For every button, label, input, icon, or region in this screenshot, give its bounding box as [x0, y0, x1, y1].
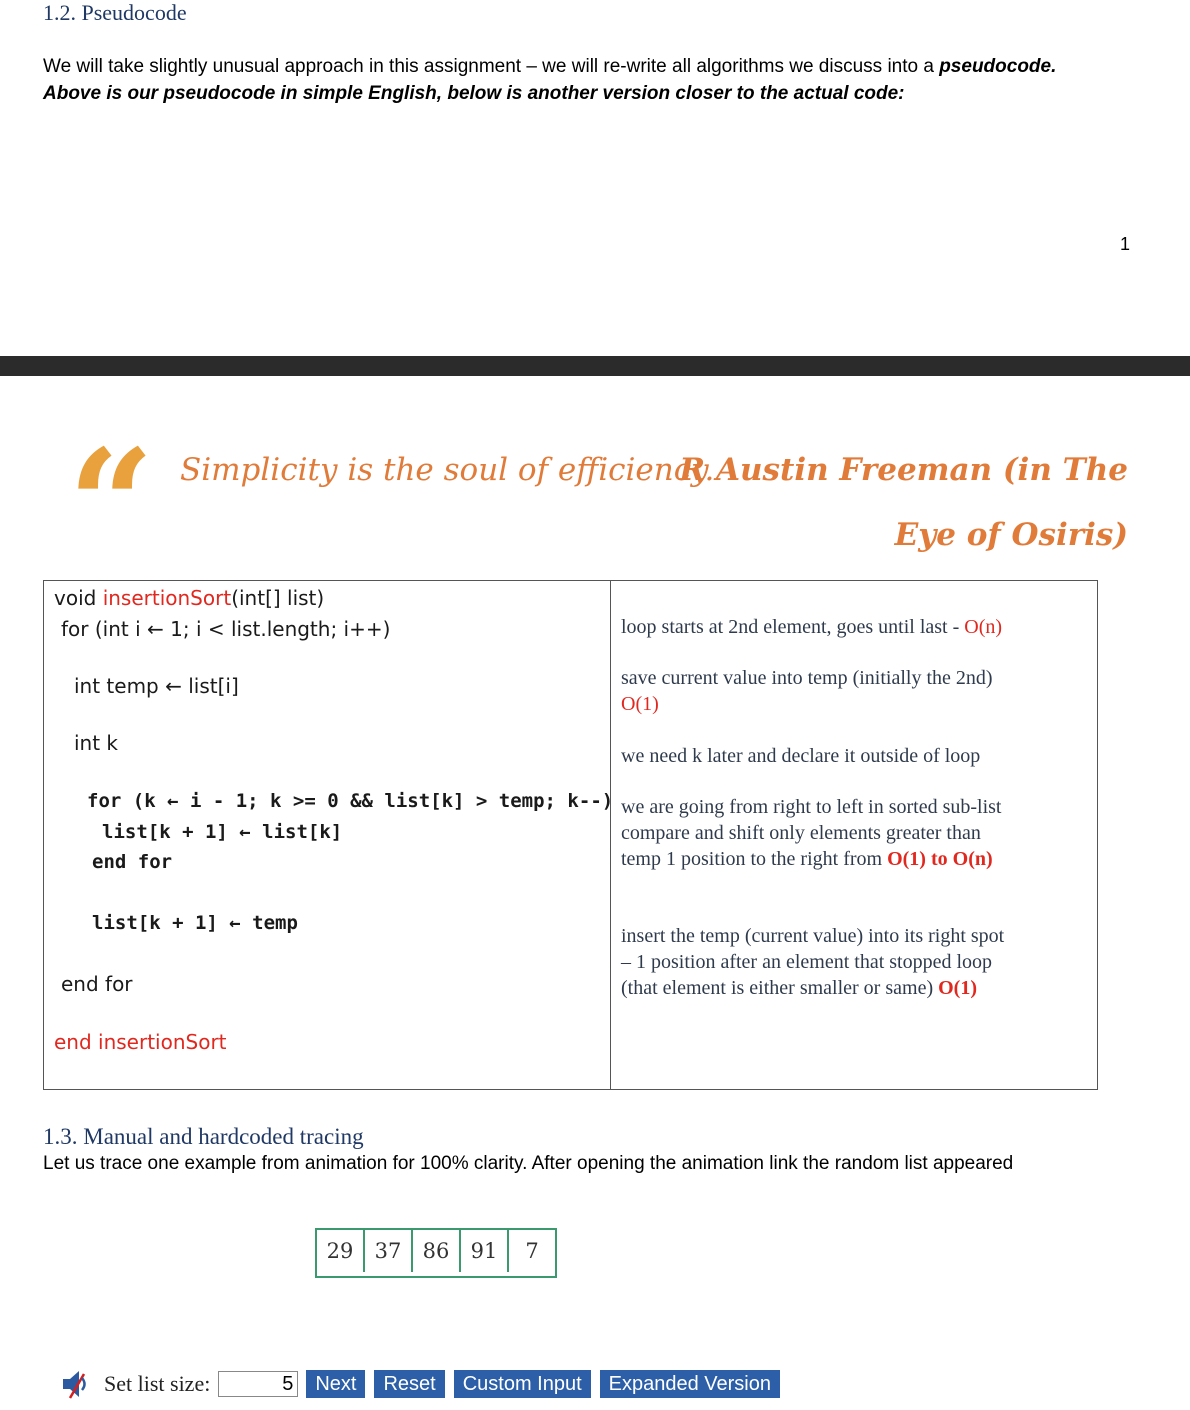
- complexity-label: O(1) to O(n): [887, 848, 993, 870]
- note-text: save current value into temp (initially the 2nd): [621, 667, 993, 689]
- code-params: (int[] list): [231, 586, 325, 610]
- code-line-outer-end: end for: [61, 972, 133, 996]
- next-button[interactable]: Next: [306, 1370, 365, 1398]
- note-text: temp 1 position to the right from: [621, 848, 888, 870]
- notes-column: [611, 581, 1097, 1089]
- custom-input-button[interactable]: Custom Input: [454, 1370, 591, 1398]
- quote-author-line1: R Austin Freeman (in The: [679, 452, 1128, 488]
- page-divider: [0, 356, 1190, 376]
- complexity-label: O(n): [964, 616, 1003, 638]
- code-column: [44, 581, 614, 1089]
- array-cell: 7: [525, 1239, 539, 1263]
- note-inner-loop: [621, 794, 1091, 872]
- note-k: we need k later and declare it outside of loop: [621, 745, 981, 767]
- code-line-k: int k: [74, 731, 119, 755]
- intro-paragraph: [43, 53, 1153, 107]
- intro-line2: Above is our pseudocode in simple English, below is another version closer to the actual code:: [43, 83, 905, 104]
- note-temp: [621, 665, 1091, 717]
- code-line-insert: list[k + 1] ← temp: [92, 912, 298, 934]
- array-cell: 86: [413, 1230, 461, 1272]
- code-line-inner-end: end for: [92, 851, 173, 873]
- mute-speaker-icon[interactable]: [60, 1368, 94, 1400]
- code-line-inner-for: for (k ← i - 1; k >= 0 && list[k] > temp; k--): [87, 790, 614, 812]
- complexity-label: O(1): [938, 977, 977, 999]
- code-line-shift: list[k + 1] ← list[k]: [102, 821, 343, 843]
- section-heading-tracing: 1.3. Manual and hardcoded tracing: [43, 1124, 364, 1149]
- note-text: insert the temp (current value) into its right spot: [621, 925, 1005, 947]
- list-size-label: Set list size:: [104, 1371, 211, 1396]
- quote-author-line2: Eye of Osiris): [894, 517, 1128, 553]
- note-insert: [621, 923, 1091, 1001]
- quote-text: Simplicity is the soul of efficiency.: [180, 452, 715, 488]
- complexity-label: O(1): [621, 693, 659, 715]
- page-number: 1: [1119, 234, 1130, 254]
- pseudocode-table: [43, 580, 1098, 1090]
- function-name: insertionSort: [102, 586, 232, 610]
- note-text: compare and shift only elements greater than: [621, 822, 981, 844]
- intro-text: We will take slightly unusual approach in this assignment – we will re-write all algorithms we discuss into a: [43, 56, 940, 77]
- array-cell: 29: [317, 1230, 365, 1272]
- quote-mark-icon: “: [68, 417, 155, 593]
- animation-controls: [60, 1368, 789, 1400]
- note-text: – 1 position after an element that stopped loop: [621, 951, 993, 973]
- note-text: loop starts at 2nd element, goes until last -: [621, 616, 965, 638]
- code-line-outer-for: for (int i ← 1; i < list.length; i++): [61, 617, 391, 641]
- list-size-input[interactable]: [218, 1371, 298, 1397]
- reset-button[interactable]: Reset: [374, 1370, 444, 1398]
- code-line-signature: [54, 586, 324, 610]
- code-keyword: void: [54, 586, 103, 610]
- array-cell: 37: [365, 1230, 413, 1272]
- expanded-version-button[interactable]: Expanded Version: [600, 1370, 780, 1398]
- intro-bold-word: pseudocode.: [939, 56, 1057, 77]
- section-heading-pseudocode: 1.2. Pseudocode: [43, 0, 187, 25]
- tracing-paragraph: Let us trace one example from animation for 100% clarity. After opening the animation link the random list appeared: [43, 1153, 1014, 1174]
- array-display: [315, 1228, 557, 1278]
- note-outer-loop: [621, 614, 1091, 640]
- code-line-temp: int temp ← list[i]: [74, 674, 239, 698]
- code-line-end-function: end insertionSort: [54, 1030, 227, 1054]
- note-text: (that element is either smaller or same): [621, 977, 939, 999]
- array-cell: 91: [461, 1230, 509, 1272]
- note-text: we are going from right to left in sorted sub-list: [621, 796, 1002, 818]
